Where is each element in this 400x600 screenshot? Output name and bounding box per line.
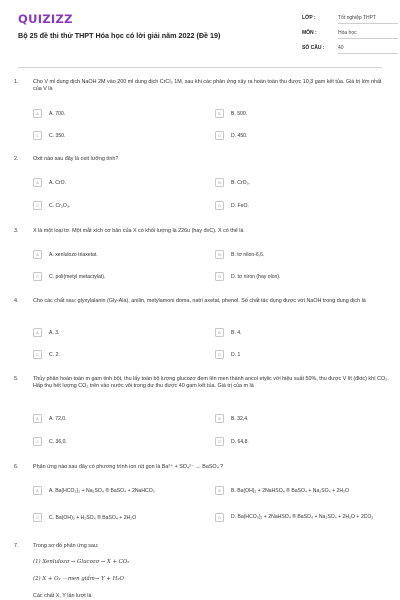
option-letter-box: D (215, 437, 224, 446)
option-text: A. CrO. (49, 179, 66, 186)
option-letter-box: C (33, 350, 42, 359)
reaction-line-2: (2) X + O₂ —men giấm→ Y + H₂O (33, 576, 124, 582)
question-number: 6. (14, 464, 19, 470)
option-text: C. Cr₂O₃. (49, 202, 71, 209)
option-a[interactable] (33, 328, 59, 337)
page-title: Bộ 25 đề thi thử THPT Hóa học có lời giải năm 2022 (Đề 19) (18, 31, 221, 40)
option-d[interactable] (215, 513, 381, 522)
option-letter-box: B (215, 414, 224, 423)
option-text: D. 64,8. (231, 438, 249, 445)
question-number: 3. (14, 228, 19, 234)
option-d[interactable] (215, 350, 240, 359)
question-followup-text: Các chất X, Y lần lượt là (33, 593, 92, 599)
option-letter-box: A (33, 328, 42, 337)
option-text: D. tơ niron (hay olon). (231, 273, 281, 280)
option-letter-box: B (215, 178, 224, 187)
header-divider (18, 67, 382, 68)
option-b[interactable] (215, 178, 250, 187)
option-letter-box: C (33, 201, 42, 210)
question-text: Phản ứng nào sau đây có phương trình ion rút gọn là Ba²⁺ + SO₄²⁻ → BaSO₄ ? (33, 464, 224, 470)
worksheet-header (0, 0, 400, 68)
question-text: X là một loại tơ. Một mắt xích cơ bản của X có khối lượng là 226u (hay đvC). X có thể là (33, 228, 244, 234)
option-letter-box: D (215, 201, 224, 210)
meta-class-value: Tốt nghiệp THPT (338, 15, 376, 21)
option-d[interactable] (215, 437, 249, 446)
option-c[interactable] (33, 272, 105, 281)
option-letter-box: B (215, 328, 224, 337)
reaction-line-1: (1) Xenlulozơ → Glucozơ → X + CO₂ (33, 559, 130, 565)
question-number: 4. (14, 298, 19, 304)
question-text: Trong sơ đồ phản ứng sau: (33, 543, 99, 549)
meta-subject-line (338, 38, 398, 39)
option-text: D. FeO. (231, 202, 249, 209)
meta-subject-key: MÔN : (302, 30, 317, 36)
option-letter-box: B (215, 109, 224, 118)
option-d[interactable] (215, 201, 249, 210)
option-text: B. 32,4. (231, 415, 249, 422)
question-number: 2. (14, 156, 19, 162)
option-d[interactable] (215, 272, 281, 281)
option-letter-box: D (215, 131, 224, 140)
option-letter-box: C (33, 272, 42, 281)
option-text: B. CrO₃. (231, 179, 251, 186)
question-text: Cho các chất sau: glyxylalanin (Gly-Ala), anilin, metylamoni doma, natri axetat, phenol. Số chất tác dụng được với NaOH trong dung dịch là (33, 298, 366, 304)
option-text: C. poli(metyl metacrylat). (49, 273, 106, 280)
meta-class-line (338, 23, 398, 24)
option-text: B. Ba(OH)₂ + 2NaHSO₄ ® BaSO₄ + Na₂SO₄ + 2H₂O (231, 487, 349, 494)
meta-class-key: LỚP : (302, 15, 316, 21)
option-b[interactable] (215, 328, 241, 337)
option-a[interactable] (33, 414, 67, 423)
option-text: C. 350. (49, 132, 66, 139)
option-text: D. 1 (231, 351, 241, 358)
option-text: A. 72,0. (49, 415, 67, 422)
option-text: A. 700. (49, 110, 66, 117)
option-letter-box: A (33, 178, 42, 187)
question-text: Thủy phân hoàn toàn m gam tinh bột, thu lấy toàn bộ lượng glucozơ đem lên men thành ancol etylic với hiệu suất 50%, thu được V lít (đktc) khí CO₂. Hấp thụ hết lượng CO₂ trên vào nước vôi trong dư thu được 40 gam kết tủa. Giá trị của m là (33, 376, 389, 390)
option-text: A. Ba(HCO₃)₂ + Na₂SO₄ ® BaSO₄ + 2NaHCO₃ (49, 487, 155, 494)
option-text: D. 450. (231, 132, 248, 139)
option-c[interactable] (33, 437, 67, 446)
option-text: A. 3. (49, 329, 60, 336)
option-a[interactable] (33, 109, 65, 118)
option-text: B. tơ nilon-6,6. (231, 251, 265, 258)
question-text: Cho V ml dung dịch NaOH 2M vào 200 ml dung dịch CrCl₃ 1M, sau khi các phản ứng xảy ra hoàn toàn thu được 10,3 gam kết tủa. Giá trị lớn nhất của V là (33, 79, 382, 93)
quizizz-logo: QUIZIZZ (18, 12, 73, 26)
meta-count-key: SỐ CÂU : (302, 45, 325, 51)
option-a[interactable] (33, 486, 155, 495)
option-letter-box: D (215, 513, 224, 522)
option-b[interactable] (215, 414, 249, 423)
option-letter-box: A (33, 109, 42, 118)
option-letter-box: B (215, 250, 224, 259)
option-b[interactable] (215, 486, 349, 495)
option-letter-box: C (33, 437, 42, 446)
option-letter-box: C (33, 513, 42, 522)
option-text: C. Ba(OH)₂ + H₂SO₄ ® BaSO₄ + 2H₂O (49, 514, 137, 521)
question-text: Oxit nào sau đây là oxit lưỡng tính? (33, 156, 119, 162)
option-text: C. 2. (49, 351, 60, 358)
question-number: 7. (14, 543, 19, 549)
option-text: D. Ba(HCO₃)₂ + 2NaHSO₄ ® BaSO₄ + Na₂SO₄ + 2H₂O + 2CO₂ (231, 514, 374, 521)
option-c[interactable] (33, 350, 60, 359)
option-b[interactable] (215, 109, 247, 118)
option-c[interactable] (33, 131, 65, 140)
question-number: 5. (14, 376, 19, 382)
option-a[interactable] (33, 250, 98, 259)
option-text: B. 500. (231, 110, 248, 117)
option-letter-box: A (33, 486, 42, 495)
option-letter-box: A (33, 414, 42, 423)
option-letter-box: D (215, 350, 224, 359)
option-letter-box: B (215, 486, 224, 495)
meta-subject-value: Hóa học (338, 30, 357, 36)
option-letter-box: D (215, 272, 224, 281)
meta-count-value: 40 (338, 45, 344, 51)
option-letter-box: A (33, 250, 42, 259)
option-c[interactable] (33, 513, 136, 522)
meta-count-line (338, 53, 398, 54)
option-a[interactable] (33, 178, 66, 187)
option-b[interactable] (215, 250, 264, 259)
question-number: 1. (14, 79, 19, 85)
option-text: C. 36,0. (49, 438, 67, 445)
option-letter-box: C (33, 131, 42, 140)
option-d[interactable] (215, 131, 247, 140)
option-c[interactable] (33, 201, 70, 210)
option-text: B. 4. (231, 329, 242, 336)
option-text: A. xenlulozo triaxetat. (49, 251, 98, 258)
